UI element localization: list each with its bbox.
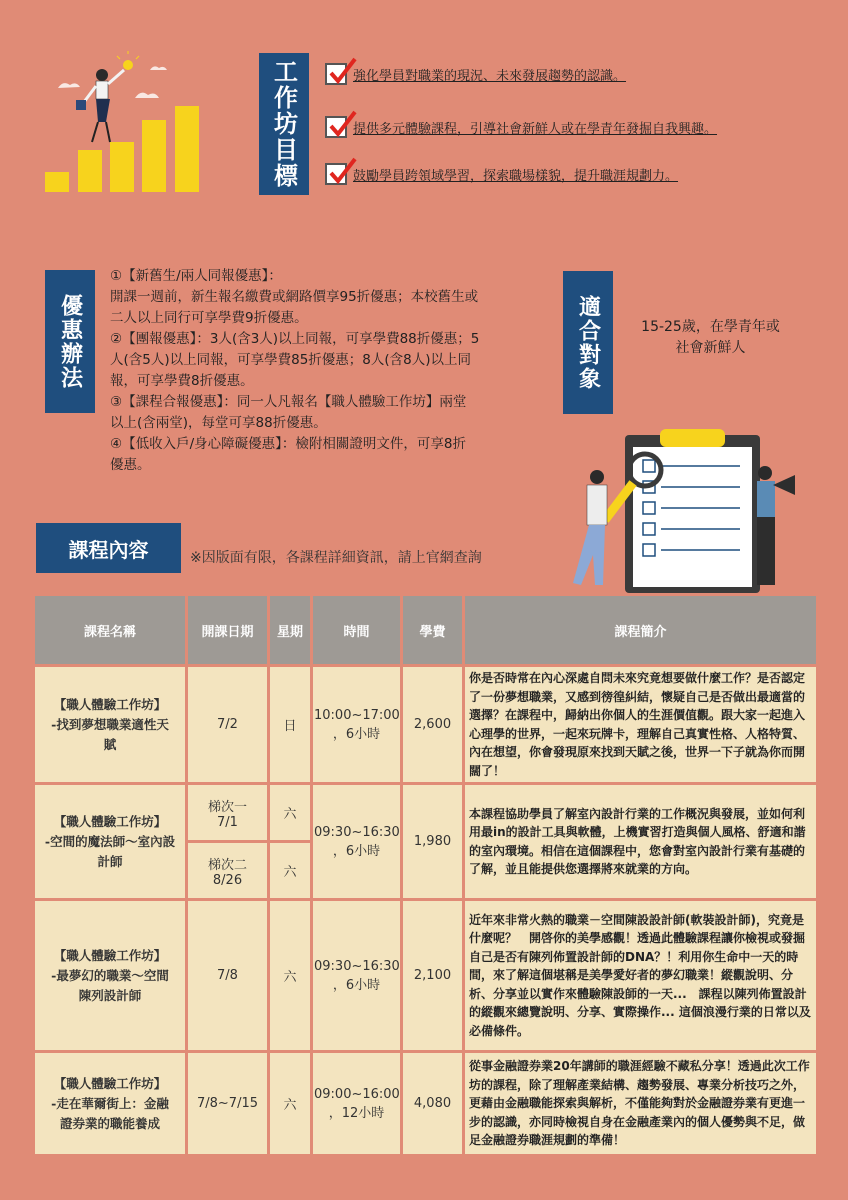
discount-line: 以上(含兩堂)，每堂可享88折優惠。: [110, 415, 327, 431]
course-name-line: 【職人體驗工作坊】: [53, 813, 167, 829]
table-row: [34, 666, 818, 784]
fee-cell: 4,080: [402, 1052, 464, 1156]
description-cell: 本課程協助學員了解室內設計行業的工作概況與發展，並如何利用最in的設計工具與軟體，上機實習打造與個人風格、舒適和諧的室內環境。相信在這個課程中，您會對室內設計行業有基礎的了解，並且能提供您選擇將來就業的方向。: [464, 784, 818, 900]
weekday-cell: 六: [269, 842, 312, 900]
time-line: ，6小時: [332, 726, 381, 742]
session-date: 7/1: [217, 814, 238, 830]
header-start-date: 開課日期: [187, 595, 269, 666]
goal-item: [325, 63, 626, 85]
course-name-cell: [34, 784, 187, 900]
check-icon: [327, 108, 357, 138]
checklist-illustration: [555, 425, 815, 595]
description-cell: 從事金融證券業20年講師的職涯經驗不藏私分享！透過此次工作坊的課程，除了理解產業結構、趨勢發展、專業分析技巧之外，更藉由金融職能探索與解析，不僅能夠對於金融證券業有更進一步的認識，亦同時檢視自身在金融產業內的個人優勢與不足，做足金融證券職涯規劃的準備！: [464, 1052, 818, 1156]
time-line: ，6小時: [332, 977, 381, 993]
session-label: 梯次二: [207, 857, 247, 873]
goal-item: [325, 116, 717, 138]
date-cell: [187, 784, 269, 842]
date-cell: 7/8~7/15: [187, 1052, 269, 1156]
time-cell: [312, 784, 402, 900]
check-icon: [327, 155, 357, 185]
course-name-line: 計師: [97, 853, 123, 869]
weekday-cell: 六: [269, 900, 312, 1052]
career-growth-illustration: [40, 50, 210, 198]
discount-line: 人(含5人)以上同報，可享學費85折優惠；8人(含8人)以上同: [110, 352, 472, 368]
weekday-cell: 六: [269, 1052, 312, 1156]
goal-text: 鼓勵學員跨領域學習，探索職場樣貌，提升職涯規劃力。: [353, 168, 679, 184]
goal-item: [325, 163, 678, 185]
discount-line: 二人以上同行可享學費9折優惠。: [110, 310, 308, 326]
course-name-line: -空間的魔法師～室內設: [44, 833, 176, 849]
discount-line: 優惠。: [110, 457, 151, 473]
audience-heading: 適合對象: [563, 271, 613, 414]
time-line: ，12小時: [328, 1105, 385, 1121]
fee-cell: 2,600: [402, 666, 464, 784]
discount-line: ④【低收入戶/身心障礙優惠】：檢附相關證明文件，可享8折: [110, 436, 466, 452]
discount-line: 報，可享學費8折優惠。: [110, 373, 254, 389]
discount-line: ①【新舊生/兩人同報優惠】：: [110, 268, 282, 284]
time-cell: [312, 900, 402, 1052]
course-name-line: -找到夢想職業適性天: [51, 716, 169, 732]
checkbox-icon: [325, 116, 347, 138]
course-section-note: ※因版面有限，各課程詳細資訊，請上官網查詢: [190, 550, 482, 566]
date-cell: 7/8: [187, 900, 269, 1052]
table-row: [34, 1052, 818, 1156]
audience-text: [628, 317, 793, 359]
weekday-cell: 日: [269, 666, 312, 784]
time-line: 09:30~16:30: [314, 824, 400, 840]
course-name-line: -最夢幻的職業～空間: [51, 967, 169, 983]
discount-details: [110, 266, 550, 476]
session-date: 8/26: [212, 872, 243, 888]
audience-line: 15-25歲，在學青年或: [641, 319, 780, 335]
course-name-line: 【職人體驗工作坊】: [53, 696, 167, 712]
goal-text: 強化學員對職業的現況、未來發展趨勢的認識。: [353, 68, 627, 84]
time-line: 09:00~16:00: [314, 1086, 400, 1102]
header-weekday: 星期: [269, 595, 312, 666]
session-label: 梯次一: [207, 799, 247, 815]
table-row: [34, 784, 818, 842]
description-cell: 近年來非常火熱的職業－空間陳設設計師(軟裝設計師)，究竟是什麼呢？ 開啓你的美學感觀！透過此體驗課程讓你檢視或發掘自己是否有陳列佈置設計師的DNA？！利用你生命中一天的時間，來了解這個堪稱是美學愛好者的夢幻職業！縱觀說明、分析、分享並以實作來體驗陳設師的一天... 課程以陳列佈置設計的縱觀來總覽說明、分享、實際操作... 這個浪漫行業的日常以及必備條件。: [464, 900, 818, 1052]
table-header-row: [34, 595, 818, 666]
fee-cell: 2,100: [402, 900, 464, 1052]
discount-heading: 優惠辦法: [45, 270, 95, 413]
goals-heading: 工作坊目標: [259, 53, 309, 195]
table-row: [34, 900, 818, 1052]
discount-line: ②【團報優惠】：3人(含3人)以上同報，可享學費88折優惠；5: [110, 331, 480, 347]
time-cell: [312, 666, 402, 784]
course-name-line: 【職人體驗工作坊】: [53, 1075, 167, 1091]
header-description: 課程簡介: [464, 595, 818, 666]
course-name-line: 證券業的職能養成: [59, 1115, 160, 1131]
date-cell: 7/2: [187, 666, 269, 784]
time-line: 09:30~16:30: [314, 958, 400, 974]
goal-text: 提供多元體驗課程，引導社會新鮮人或在學青年發掘自我興趣。: [353, 121, 718, 137]
weekday-cell: 六: [269, 784, 312, 842]
date-cell: [187, 842, 269, 900]
description-cell: 你是否時常在內心深處自問未來究竟想要做什麼工作？是否認定了一份夢想職業，又感到徬徨糾結，懷疑自己是否做出最適當的選擇？在課程中，歸納出你個人的生涯價值觀。跟大家一起進入心理學的世界，一起來玩牌卡，理解自己真實性格、人格特質、內在想望，你會發現原來找到天賦之後，世界一下子就為你而開闊了！: [464, 666, 818, 784]
course-name-line: 【職人體驗工作坊】: [53, 947, 167, 963]
course-name-line: -走在華爾街上：金融: [51, 1095, 169, 1111]
header-course-name: 課程名稱: [34, 595, 187, 666]
course-name-line: 陳列設計師: [78, 987, 142, 1003]
time-line: ，6小時: [332, 843, 381, 859]
course-name-cell: [34, 1052, 187, 1156]
checkbox-icon: [325, 163, 347, 185]
check-icon: [327, 55, 357, 85]
course-name-line: 賦: [103, 736, 117, 752]
course-table: [32, 593, 819, 1157]
course-name-cell: [34, 666, 187, 784]
course-name-cell: [34, 900, 187, 1052]
discount-line: 開課一週前，新生報名繳費或網路價享95折優惠；本校舊生或: [110, 289, 479, 305]
discount-line: ③【課程合報優惠】：同一人凡報名【職人體驗工作坊】兩堂: [110, 394, 467, 410]
header-fee: 學費: [402, 595, 464, 666]
time-cell: [312, 1052, 402, 1156]
fee-cell: 1,980: [402, 784, 464, 900]
course-section-heading: 課程內容: [36, 523, 181, 573]
audience-line: 社會新鮮人: [675, 340, 746, 356]
checkbox-icon: [325, 63, 347, 85]
header-time: 時間: [312, 595, 402, 666]
time-line: 10:00~17:00: [314, 707, 400, 723]
